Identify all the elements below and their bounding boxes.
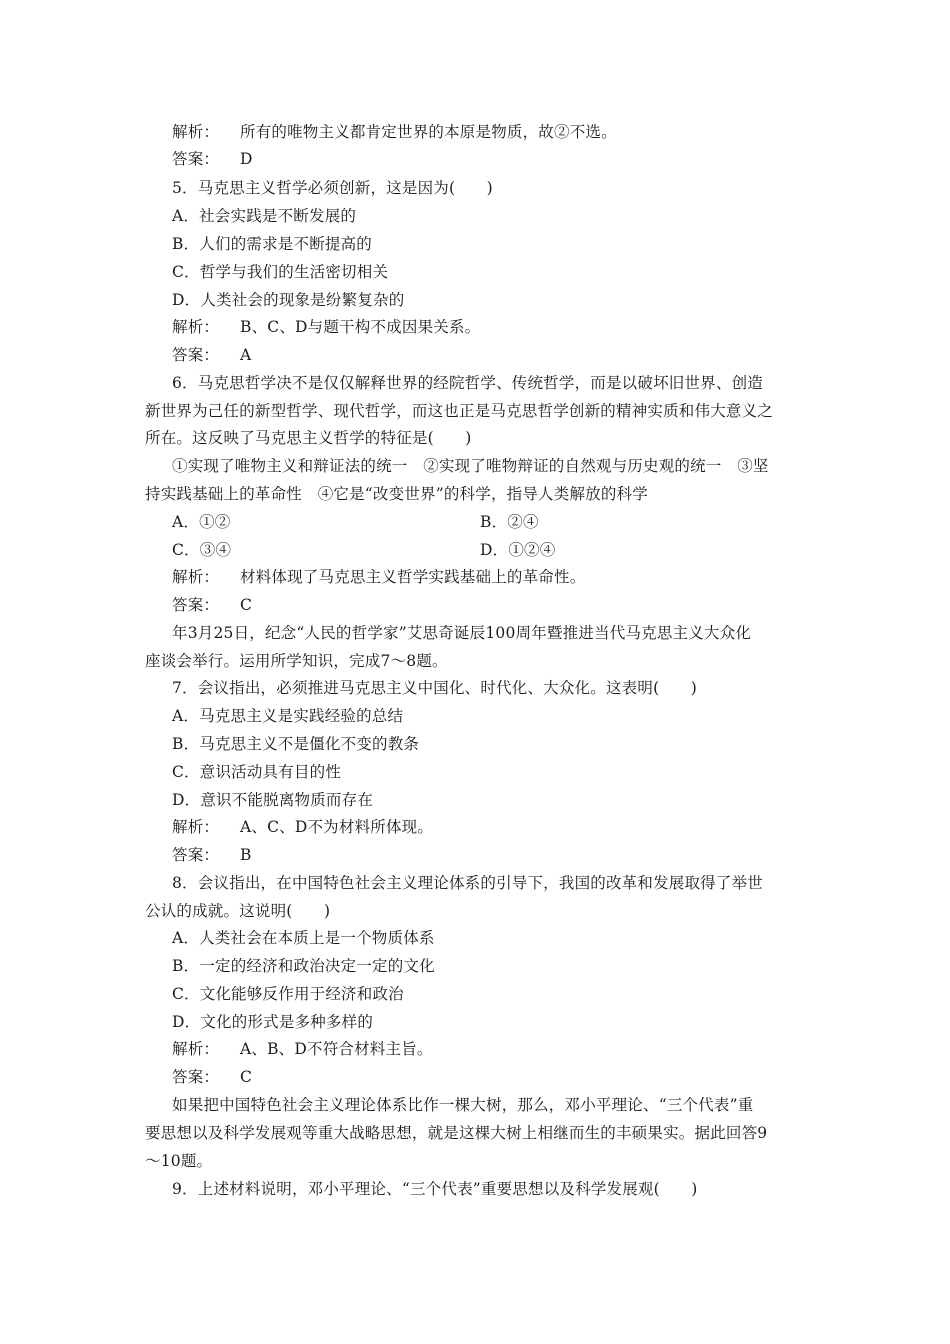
analysis-line [172, 1038, 433, 1060]
analysis-line [172, 816, 433, 838]
text-line: C．文化能够反作用于经济和政治 [172, 985, 404, 1003]
option-left: C．③④ [172, 541, 232, 559]
analysis-label: 解析： [172, 123, 220, 141]
analysis-text: A、C、D不为材料所体现。 [240, 818, 434, 836]
text-line: D．人类社会的现象是纷繁复杂的 [172, 291, 405, 309]
text-continuation-line: 持实践基础上的革命性 ④它是“改变世界”的科学，指导人类解放的科学 [145, 485, 648, 503]
text-continuation-line: 座谈会举行。运用所学知识，完成7～8题。 [145, 652, 448, 670]
analysis-line [172, 121, 617, 143]
text-line: 6．马克思哲学决不是仅仅解释世界的经院哲学、传统哲学，而是以破坏旧世界、创造 [172, 374, 763, 392]
text-continuation-line: 公认的成就。这说明( ) [145, 902, 331, 920]
answer-line [172, 148, 253, 170]
text-line: B．一定的经济和政治决定一定的文化 [172, 957, 435, 975]
analysis-text: A、B、D不符合材料主旨。 [240, 1040, 433, 1058]
text-line: ①实现了唯物主义和辩证法的统一 ②实现了唯物辩证的自然观与历史观的统一 ③坚 [172, 457, 769, 475]
text-line: C．哲学与我们的生活密切相关 [172, 263, 389, 281]
analysis-line [172, 566, 585, 588]
text-line: C．意识活动具有目的性 [172, 763, 342, 781]
analysis-label: 解析： [172, 568, 220, 586]
option-pair-row [172, 511, 812, 533]
text-line: A．社会实践是不断发展的 [172, 207, 357, 225]
text-line: 7．会议指出，必须推进马克思主义中国化、时代化、大众化。这表明( ) [172, 679, 697, 697]
text-line: 年3月25日，纪念“人民的哲学家”艾思奇诞辰100周年暨推进当代马克思主义大众化 [172, 624, 752, 642]
answer-value: D [240, 150, 253, 168]
answer-line [172, 844, 252, 866]
option-right: D．①②④ [480, 541, 556, 559]
text-line: A．马克思主义是实践经验的总结 [172, 707, 404, 725]
text-line: B．人们的需求是不断提高的 [172, 235, 372, 253]
answer-label: 答案： [172, 846, 220, 864]
analysis-line [172, 316, 480, 338]
analysis-label: 解析： [172, 318, 220, 336]
text-continuation-line: 新世界为己任的新型哲学、现代哲学，而这也正是马克思哲学创新的精神实质和伟大意义之 [145, 402, 774, 420]
text-line: 5．马克思主义哲学必须创新，这是因为( ) [172, 179, 493, 197]
option-right: B．②④ [480, 513, 539, 531]
answer-value: A [240, 346, 252, 364]
answer-line [172, 594, 252, 616]
analysis-label: 解析： [172, 1040, 220, 1058]
analysis-text: 材料体现了马克思主义哲学实践基础上的革命性。 [240, 568, 586, 586]
text-line: 如果把中国特色社会主义理论体系比作一棵大树，那么，邓小平理论、“三个代表”重 [172, 1096, 754, 1114]
analysis-text: B、C、D与题干构不成因果关系。 [240, 318, 481, 336]
answer-label: 答案： [172, 150, 220, 168]
option-left: A．①② [172, 513, 231, 531]
analysis-label: 解析： [172, 818, 220, 836]
text-line: 9．上述材料说明，邓小平理论、“三个代表”重要思想以及科学发展观( ) [172, 1180, 698, 1198]
option-pair-row [172, 539, 812, 561]
text-line: D．意识不能脱离物质而存在 [172, 791, 374, 809]
text-continuation-line: 要思想以及科学发展观等重大战略思想，就是这棵大树上相继而生的丰硕果实。据此回答9 [145, 1124, 768, 1142]
text-continuation-line: ～10题。 [145, 1152, 213, 1170]
text-line: 8．会议指出，在中国特色社会主义理论体系的引导下，我国的改革和发展取得了举世 [172, 874, 763, 892]
answer-line [172, 1066, 252, 1088]
text-line: A．人类社会在本质上是一个物质体系 [172, 929, 435, 947]
answer-label: 答案： [172, 1068, 220, 1086]
answer-value: B [240, 846, 252, 864]
answer-value: C [240, 1068, 253, 1086]
text-line: B．马克思主义不是僵化不变的教条 [172, 735, 420, 753]
analysis-text: 所有的唯物主义都肯定世界的本原是物质，故②不选。 [240, 123, 617, 141]
text-continuation-line: 所在。这反映了马克思主义哲学的特征是( ) [145, 429, 472, 447]
answer-label: 答案： [172, 596, 220, 614]
text-line: D．文化的形式是多种多样的 [172, 1013, 374, 1031]
answer-value: C [240, 596, 253, 614]
answer-line [172, 344, 251, 366]
answer-label: 答案： [172, 346, 220, 364]
